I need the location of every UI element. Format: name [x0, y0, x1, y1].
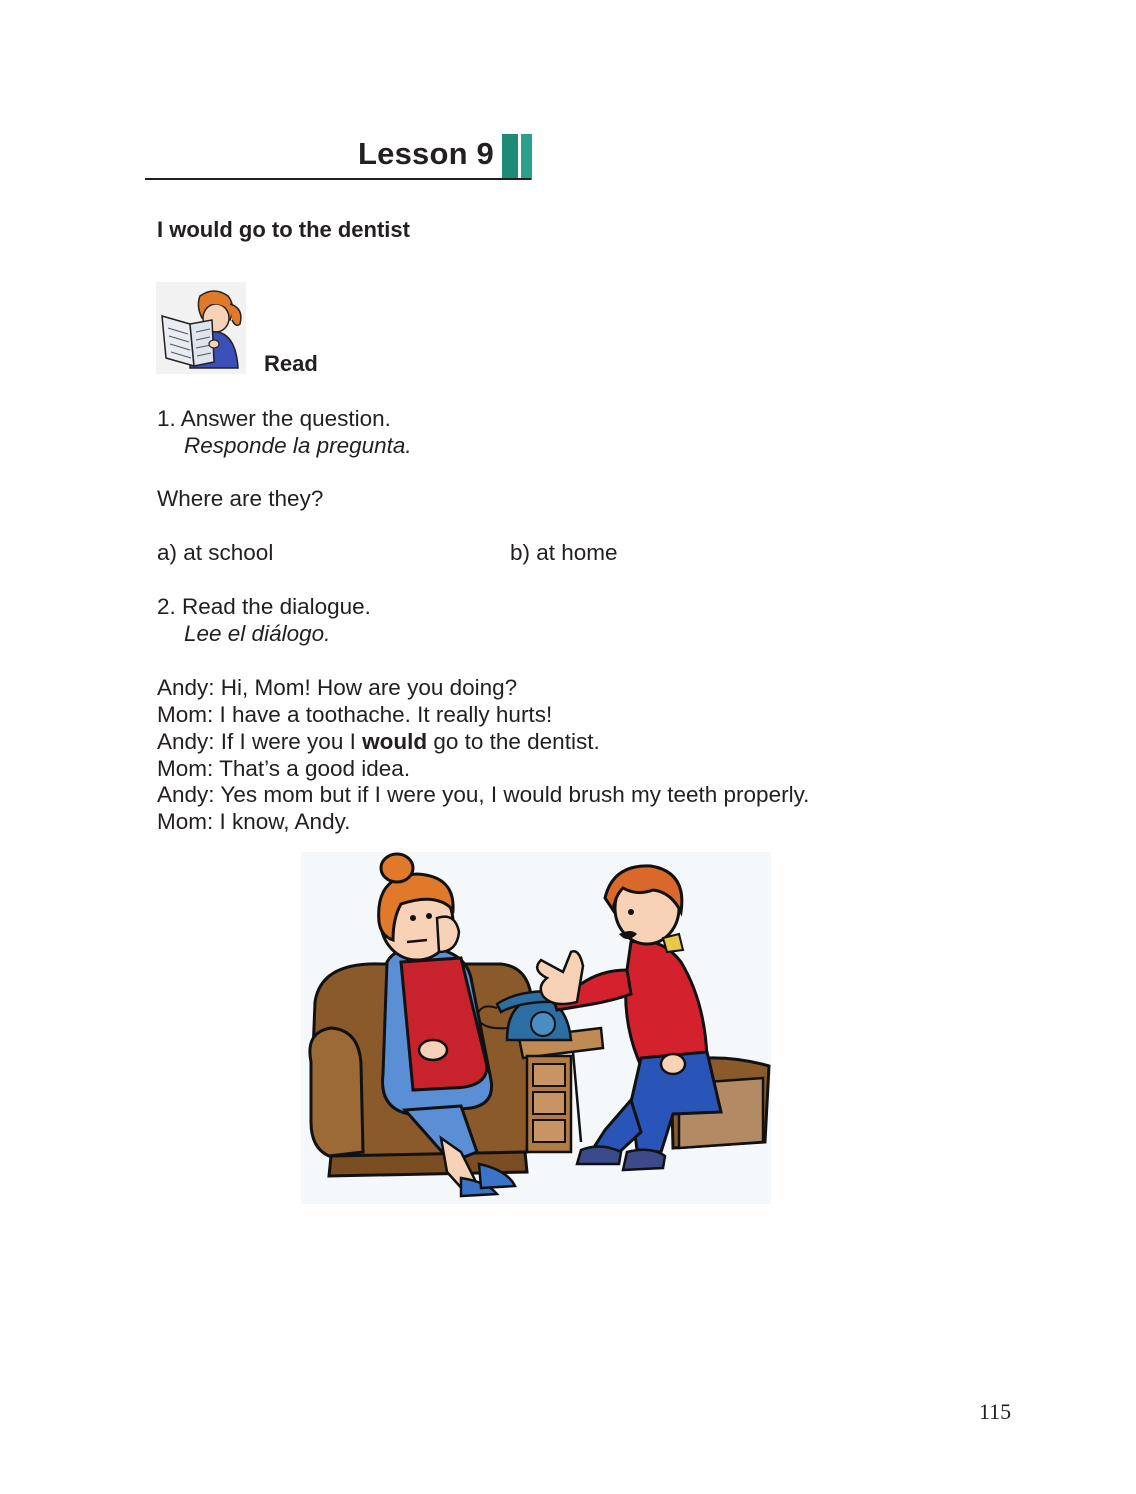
- page-number: 115: [979, 1399, 1012, 1424]
- exercise-1-translation: Responde la pregunta.: [184, 433, 412, 458]
- exercise-2-translation: Lee el diálogo.: [184, 621, 331, 646]
- exercise-2-instruction: 2. Read the dialogue.: [157, 594, 371, 619]
- mom-and-son-illustration: [301, 852, 771, 1204]
- girl-reading-icon: [156, 282, 246, 374]
- lesson-accent-bar: [502, 134, 532, 180]
- dialogue-line-3: [157, 728, 600, 755]
- dialogue-line-3-end: go to the dentist.: [427, 729, 600, 754]
- lesson-title: Lesson 9: [358, 136, 494, 171]
- answer-option-a: a) at school: [157, 540, 274, 565]
- dialogue-emphasis-would: would: [362, 729, 428, 754]
- dialogue-line-4: Mom: That’s a good idea.: [157, 756, 411, 781]
- dialogue-line-1: Andy: Hi, Mom! How are you doing?: [157, 675, 518, 700]
- dialogue-line-6: Mom: I know, Andy.: [157, 809, 351, 834]
- read-section-label: Read: [264, 351, 318, 376]
- dialogue-line-3-start: Andy: If I were you I: [157, 729, 363, 754]
- lesson-subtitle: I would go to the dentist: [157, 217, 410, 242]
- dialogue-line-5: Andy: Yes mom but if I were you, I would brush my teeth properly.: [157, 782, 810, 807]
- question-text: Where are they?: [157, 486, 324, 511]
- answer-option-b: b) at home: [510, 540, 618, 565]
- title-underline: [145, 178, 531, 180]
- exercise-1-instruction: 1. Answer the question.: [157, 406, 391, 431]
- dialogue-line-2: Mom: I have a toothache. It really hurts!: [157, 702, 553, 727]
